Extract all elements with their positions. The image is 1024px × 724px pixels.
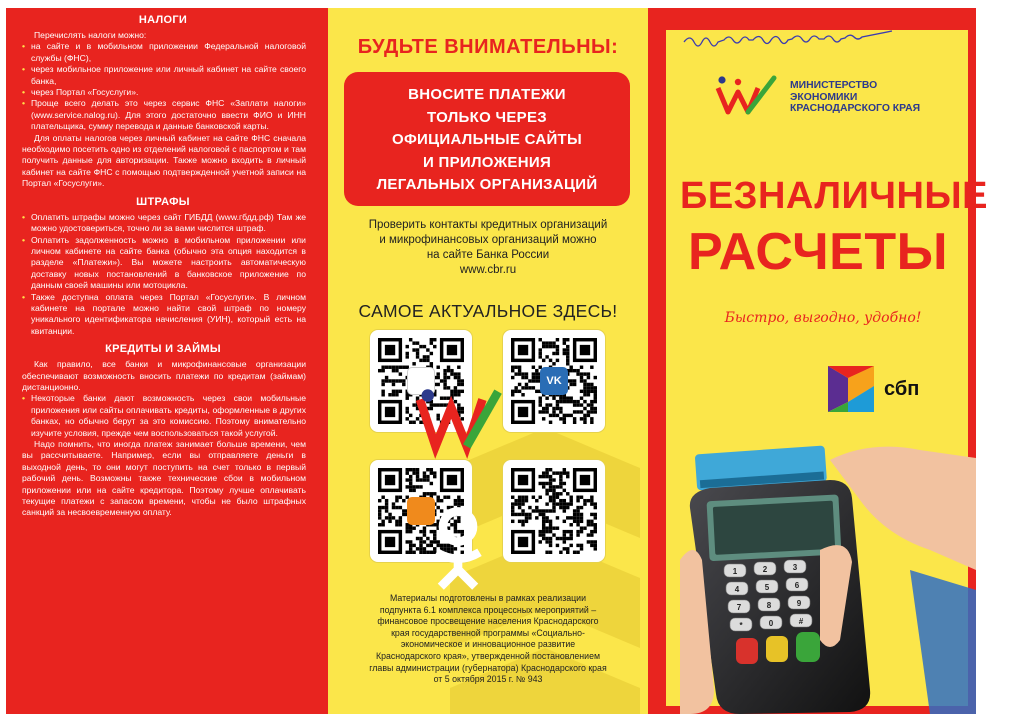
sbp-label: сбп	[884, 378, 920, 400]
sbp-logo-icon	[826, 364, 882, 414]
credits-section	[6, 343, 320, 519]
key-label: 9	[796, 599, 802, 608]
footnote-line: Краснодарского края», утвержденной постановлением	[375, 650, 601, 661]
cbr-link[interactable]: www.cbr.ru	[459, 264, 517, 276]
key-label: 7	[736, 603, 742, 612]
key-label: 5	[764, 583, 770, 592]
footnote-line: подпункта 6.1 комплекса процессных мероприятий –	[379, 604, 597, 615]
fines-bullet: • Также доступна оплата через Портал «Госуслуги». В личном кабинете на портале можно найти свой штраф по номеру уникального идентификатора начисления (УИН), который есть на квитанции.	[22, 292, 306, 338]
credits-paragraph: Как правило, все банки и микрофинансовые организации обеспечивают возможность вносить платежи по кредитам (займам) дистанционно.	[22, 359, 306, 392]
footnote-line: финансовое просвещение населения Краснодарского	[377, 616, 599, 627]
credits-heading: КРЕДИТЫ И ЗАЙМЫ	[105, 343, 221, 356]
cover-title-line-2: РАСЧЕТЫ	[687, 223, 949, 281]
taxes-bullet: • через Портал «Госуслуги».	[22, 87, 306, 98]
fines-section	[6, 196, 320, 337]
footnote-line: экономическое и инновационное развитие	[400, 639, 576, 650]
taxes-bullet: • Проще всего делать это через сервис ФНС «Заплати налоги» (www.service.nalog.ru). Для этого достаточно ввести ФИО и ИНН плательщика, сумму перевода и данные банковской карты.	[22, 98, 306, 132]
ministry-line: МИНИСТЕРСТВО	[790, 80, 878, 91]
key-label: 0	[768, 619, 774, 628]
fines-bullet: • Оплатить штрафы можно через сайт ГИБДД (www.гбдд.рф) Там же можно удостовериться, точно ли за вами числится штраф.	[22, 212, 306, 235]
warning-line: ВНОСИТЕ ПЛАТЕЖИ	[408, 86, 566, 103]
fines-heading: ШТРАФЫ	[136, 195, 190, 208]
check-line: на сайте Банка России	[426, 249, 550, 261]
ministry-line: КРАСНОДАРСКОГО КРАЯ	[790, 103, 921, 114]
cover-title-line-1: БЕЗНАЛИЧНЫЕ	[680, 175, 988, 217]
ministry-line: ЭКОНОМИКИ	[790, 91, 858, 103]
qr-code-ok[interactable]	[370, 460, 472, 562]
key-label: #	[798, 617, 804, 626]
warning-title: БУДЬТЕ ВНИМАТЕЛЬНЫ:	[357, 36, 619, 58]
handwritten-signature	[680, 30, 940, 50]
ministry-logo-icon	[714, 74, 780, 116]
taxes-paragraph: Для оплаты налогов через личный кабинет на сайте ФНС сначала необходимо посетить одно из отделений налоговой с паспортом и там получить данные для авторизации. Также можно входить в личный кабинет на сайте ФНС с помощью подтвержденной учетной записи на Портал «Госуслуги».	[22, 132, 306, 189]
taxes-bullet: • на сайте и в мобильном приложении Федеральной налоговой службы (ФНС),	[22, 41, 306, 64]
qr-pattern	[511, 468, 597, 554]
credits-paragraph: Надо помнить, что иногда платеж занимает больше времени, чем вы рассчитываете. Например, если вы отправляете деньги в выходной день, то они могут поступить на счет только в первый рабочий день. Возможны также технические сбои в мобильном приложении или на сайте кредитора. Поэтому лучше оплачивать текущие платежи с запасом времени, чтобы не было штрафных санкций за несвоевременную оплату.	[22, 439, 306, 518]
key-label: 3	[792, 563, 798, 572]
key-label: *	[739, 621, 743, 630]
qr-code-vk[interactable]	[503, 330, 605, 432]
ministry-logo-icon	[407, 367, 435, 395]
taxes-bullet: • через мобильное приложение или личный кабинет на сайте своего банка,	[22, 64, 306, 87]
fines-bullet: • Оплатить задолженность можно в мобильном приложении или личном кабинете на сайте банка (обычно эта опция находится в разделе «Платежи»). Вы можете настроить автоматическую доставку новых постановлений в банковское приложение по данным своей машины или мотоцикла.	[22, 235, 306, 292]
warning-line: ЛЕГАЛЬНЫХ ОРГАНИЗАЦИЙ	[376, 176, 598, 193]
taxes-intro: Перечислять налоги можно:	[34, 30, 147, 40]
key-label: 2	[762, 565, 768, 574]
key-label: 8	[766, 601, 772, 610]
warning-line: ОФИЦИАЛЬНЫЕ САЙТЫ	[391, 131, 583, 148]
credits-bullet: • Некоторые банки дают возможность через свои мобильные приложения или сайты оплачивать кредиты, оформленные в других банках, но обычно берут за это комиссию. Поэтому внимательно изучите условия, прежде чем воспользоваться такой услугой.	[22, 393, 306, 439]
footnote-line: Материалы подготовлены в рамках реализации	[389, 593, 587, 603]
check-contacts-text	[340, 218, 636, 278]
warning-line: И ПРИЛОЖЕНИЯ	[422, 153, 552, 171]
key-label: 4	[734, 585, 740, 594]
check-line: и микрофинансовых организаций можно	[379, 234, 597, 246]
panel-stripe	[648, 8, 656, 714]
footnote-line: края государственной программы «Социально-	[391, 627, 585, 638]
ok-icon	[407, 497, 435, 525]
qr-code-ministry[interactable]	[370, 330, 472, 432]
ministry-name	[790, 80, 920, 115]
info-panel	[6, 8, 320, 714]
footnote-line: главы администрации (губернатора) Краснодарского края	[369, 662, 607, 673]
vk-icon: VK	[540, 367, 568, 395]
footnote-line: от 5 октября 2015 г. № 943	[433, 674, 543, 685]
warning-panel	[320, 8, 656, 714]
qr-code-plain[interactable]	[503, 460, 605, 562]
footnote	[346, 593, 630, 686]
warning-text	[344, 84, 630, 197]
key-label: 6	[794, 581, 800, 590]
panel-stripe	[320, 8, 328, 714]
taxes-section	[6, 14, 320, 190]
payment-terminal-illustration	[680, 440, 976, 714]
cover-slogan: Быстро, выгодно, удобно!	[724, 310, 922, 326]
most-relevant-heading: САМОЕ АКТУАЛЬНОЕ ЗДЕСЬ!	[358, 301, 618, 321]
warning-line: ТОЛЬКО ЧЕРЕЗ	[427, 108, 547, 126]
taxes-heading: НАЛОГИ	[138, 14, 188, 26]
check-line: Проверить контакты кредитных организаций	[368, 219, 608, 231]
key-label: 1	[732, 567, 738, 576]
